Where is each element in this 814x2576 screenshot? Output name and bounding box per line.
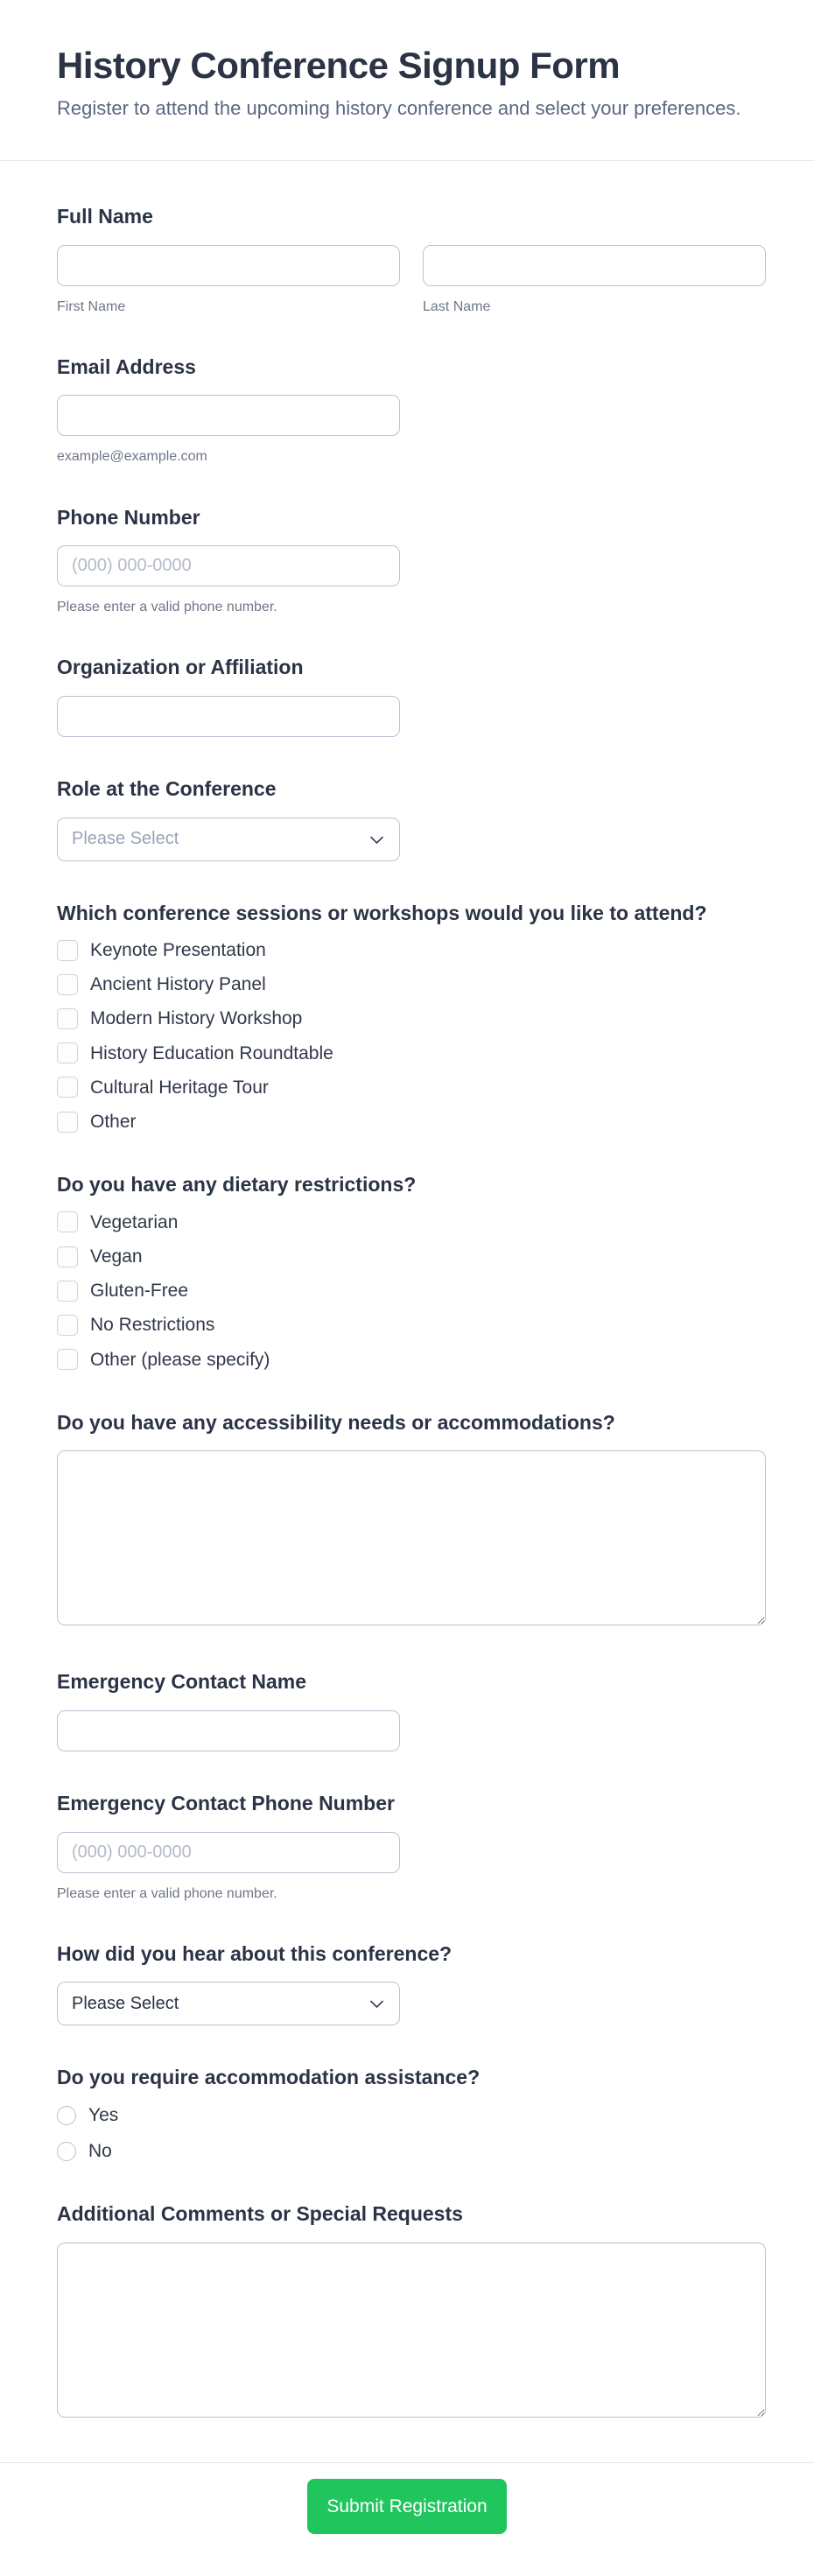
accommodation-options [57, 2104, 766, 2162]
session-option-ancient-history[interactable] [57, 973, 766, 995]
field-accommodation [57, 2066, 766, 2162]
checkbox-icon[interactable] [57, 1211, 78, 1232]
emergency-phone-label: Emergency Contact Phone Number [57, 1791, 395, 1814]
checkbox-icon[interactable] [57, 1281, 78, 1302]
option-label: Modern History Workshop [90, 1008, 303, 1029]
option-label: Vegetarian [90, 1211, 179, 1232]
field-referral [57, 1942, 766, 2026]
field-accessibility [57, 1411, 766, 1631]
organization-input[interactable] [57, 696, 400, 737]
field-email [57, 355, 766, 466]
page-subtitle: Register to attend the upcoming history conference and select your preferences. [57, 97, 741, 120]
accessibility-textarea[interactable] [57, 1450, 766, 1625]
option-label: Cultural Heritage Tour [90, 1077, 269, 1098]
option-label: History Education Roundtable [90, 1042, 333, 1063]
first-name-sublabel: First Name [57, 298, 126, 314]
chevron-down-icon [370, 1995, 384, 2009]
submit-registration-button[interactable]: Submit Registration [307, 2479, 506, 2534]
phone-hint: Please enter a valid phone number. [57, 600, 277, 615]
session-option-keynote[interactable] [57, 939, 766, 961]
role-select-value: Please Select [72, 829, 179, 849]
checkbox-icon[interactable] [57, 974, 78, 995]
field-organization [57, 656, 766, 737]
option-label: No Restrictions [90, 1315, 215, 1336]
field-emergency-name [57, 1670, 766, 1751]
sessions-label: Which conference sessions or workshops would you like to attend? [57, 901, 707, 924]
dietary-option-vegetarian[interactable] [57, 1211, 766, 1233]
form-footer [0, 2462, 814, 2576]
chevron-down-icon [370, 830, 384, 844]
referral-select-value: Please Select [72, 1993, 179, 2013]
field-dietary [57, 1173, 766, 1371]
last-name-col [423, 245, 766, 315]
field-role [57, 777, 766, 861]
full-name-row [57, 245, 766, 315]
email-sublabel: example@example.com [57, 449, 207, 465]
form-header [0, 0, 814, 160]
option-label: No [88, 2141, 112, 2162]
session-option-heritage-tour[interactable] [57, 1077, 766, 1098]
field-sessions [57, 902, 766, 1134]
option-label: Keynote Presentation [90, 940, 266, 961]
page-title: History Conference Signup Form [57, 45, 621, 86]
last-name-sublabel: Last Name [423, 298, 491, 314]
role-label: Role at the Conference [57, 776, 277, 800]
session-option-education-roundtable[interactable] [57, 1042, 766, 1064]
referral-label: How did you hear about this conference? [57, 1941, 453, 1965]
option-label: Other [90, 1112, 137, 1133]
checkbox-icon[interactable] [57, 1315, 78, 1336]
email-input[interactable] [57, 395, 400, 436]
phone-label: Phone Number [57, 505, 200, 529]
option-label: Yes [88, 2104, 119, 2125]
full-name-label: Full Name [57, 204, 153, 228]
session-option-modern-history[interactable] [57, 1007, 766, 1029]
checkbox-icon[interactable] [57, 1077, 78, 1098]
checkbox-icon[interactable] [57, 1008, 78, 1029]
dietary-label: Do you have any dietary restrictions? [57, 1173, 417, 1197]
option-label: Vegan [90, 1246, 143, 1267]
option-label: Ancient History Panel [90, 974, 266, 995]
role-select[interactable] [57, 818, 400, 861]
accommodation-label: Do you require accommodation assistance? [57, 2066, 481, 2089]
dietary-options [57, 1211, 766, 1371]
first-name-col [57, 245, 400, 315]
dietary-option-vegan[interactable] [57, 1246, 766, 1267]
emergency-name-label: Emergency Contact Name [57, 1670, 307, 1694]
field-emergency-phone [57, 1792, 766, 1902]
checkbox-icon[interactable] [57, 940, 78, 961]
sessions-options [57, 939, 766, 1133]
session-option-other[interactable] [57, 1111, 766, 1133]
organization-label: Organization or Affiliation [57, 656, 304, 679]
emergency-phone-input[interactable] [57, 1832, 400, 1873]
dietary-option-other[interactable] [57, 1349, 766, 1371]
accessibility-label: Do you have any accessibility needs or accommodations? [57, 1410, 615, 1434]
first-name-input[interactable] [57, 245, 400, 286]
last-name-input[interactable] [423, 245, 766, 286]
form-body [0, 161, 814, 2462]
radio-icon[interactable] [57, 2142, 76, 2161]
checkbox-icon[interactable] [57, 1349, 78, 1370]
phone-input[interactable] [57, 545, 400, 586]
option-label: Gluten-Free [90, 1281, 189, 1302]
checkbox-icon[interactable] [57, 1112, 78, 1133]
field-comments [57, 2202, 766, 2422]
email-label: Email Address [57, 354, 196, 378]
emergency-name-input[interactable] [57, 1710, 400, 1751]
emergency-phone-hint: Please enter a valid phone number. [57, 1885, 277, 1901]
accommodation-option-no[interactable] [57, 2140, 766, 2162]
dietary-option-gluten-free[interactable] [57, 1280, 766, 1302]
accommodation-option-yes[interactable] [57, 2104, 766, 2126]
checkbox-icon[interactable] [57, 1246, 78, 1267]
radio-icon[interactable] [57, 2106, 76, 2125]
comments-textarea[interactable] [57, 2243, 766, 2418]
comments-label: Additional Comments or Special Requests [57, 2202, 463, 2226]
checkbox-icon[interactable] [57, 1042, 78, 1063]
field-full-name [57, 205, 766, 315]
field-phone [57, 506, 766, 616]
dietary-option-no-restrictions[interactable] [57, 1314, 766, 1336]
referral-select[interactable] [57, 1982, 400, 2025]
option-label: Other (please specify) [90, 1349, 270, 1370]
